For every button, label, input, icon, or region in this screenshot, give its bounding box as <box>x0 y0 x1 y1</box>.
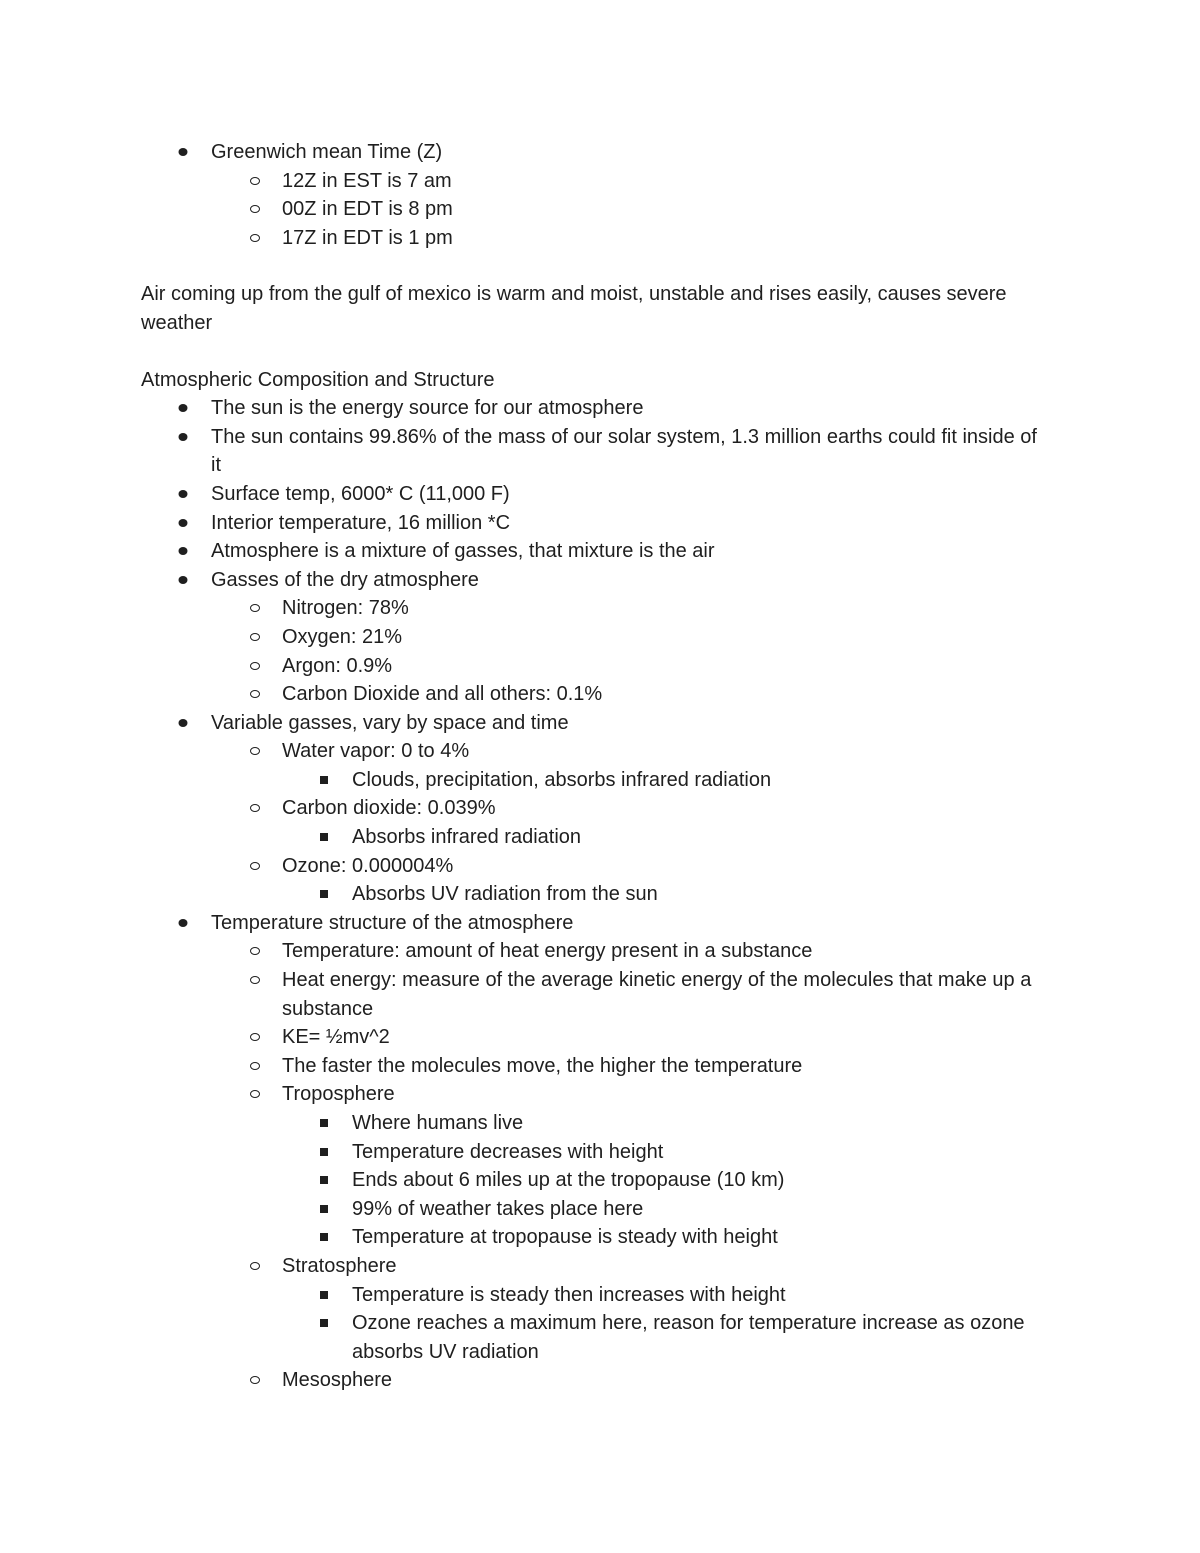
bullet-hollow-icon <box>250 1376 260 1384</box>
bullet-square-icon <box>320 1176 328 1184</box>
bullet-hollow-icon <box>250 1090 260 1098</box>
bullet-hollow-icon <box>250 690 260 698</box>
bullet-square-icon <box>320 1291 328 1299</box>
spacer <box>0 338 1200 366</box>
list-item: Oxygen: 21% <box>282 623 1052 652</box>
list-item-variable-gasses: Variable gasses, vary by space and time <box>211 709 1051 738</box>
bullet-square-icon <box>320 1148 328 1156</box>
list-item-mesosphere: Mesosphere <box>282 1366 1052 1395</box>
list-item: KE= ½mv^2 <box>282 1023 1052 1052</box>
list-item: Carbon Dioxide and all others: 0.1% <box>282 680 1052 709</box>
bullet-hollow-icon <box>250 662 260 670</box>
bullet-hollow-icon <box>250 604 260 612</box>
list-item: The sun is the energy source for our atmosphere <box>211 394 1051 423</box>
list-item: 99% of weather takes place here <box>352 1195 1032 1224</box>
bullet-filled-icon <box>179 547 188 555</box>
list-item: Ozone: 0.000004% <box>282 852 1052 881</box>
list-item-dry-gasses: Gasses of the dry atmosphere <box>211 566 1051 595</box>
list-item-troposphere: Troposphere <box>282 1080 1052 1109</box>
document-page <box>0 138 1200 1395</box>
list-item: Temperature is steady then increases with height <box>352 1281 1032 1310</box>
list-item: Temperature at tropopause is steady with height <box>352 1223 1032 1252</box>
bullet-square-icon <box>320 1319 328 1327</box>
gulf-paragraph: Air coming up from the gulf of mexico is warm and moist, unstable and rises easily, causes severe weather <box>141 283 1007 334</box>
bullet-filled-icon <box>179 433 188 441</box>
bullet-filled-icon <box>179 719 188 727</box>
bullet-filled-icon <box>179 919 188 927</box>
list-item: The sun contains 99.86% of the mass of our solar system, 1.3 million earths could fit inside of it <box>211 423 1051 480</box>
bullet-hollow-icon <box>250 862 260 870</box>
list-item: 17Z in EDT is 1 pm <box>282 224 1052 253</box>
list-item: Where humans live <box>352 1109 1032 1138</box>
bullet-square-icon <box>320 776 328 784</box>
bullet-square-icon <box>320 833 328 841</box>
bullet-square-icon <box>320 1205 328 1213</box>
bullet-hollow-icon <box>250 804 260 812</box>
section-title: Atmospheric Composition and Structure <box>141 368 495 391</box>
list-item: Heat energy: measure of the average kinetic energy of the molecules that make up a substance <box>282 966 1052 1023</box>
list-item: 12Z in EST is 7 am <box>282 167 1052 196</box>
list-item: Argon: 0.9% <box>282 652 1052 681</box>
bullet-square-icon <box>320 890 328 898</box>
list-item: Temperature: amount of heat energy present in a substance <box>282 937 1052 966</box>
bullet-hollow-icon <box>250 234 260 242</box>
bullet-hollow-icon <box>250 205 260 213</box>
bullet-hollow-icon <box>250 947 260 955</box>
bullet-hollow-icon <box>250 976 260 984</box>
list-item: Water vapor: 0 to 4% <box>282 737 1052 766</box>
bullet-hollow-icon <box>250 633 260 641</box>
spacer <box>0 252 1200 280</box>
list-item: Atmosphere is a mixture of gasses, that mixture is the air <box>211 537 1051 566</box>
list-item: Interior temperature, 16 million *C <box>211 509 1051 538</box>
list-item: Surface temp, 6000* C (11,000 F) <box>211 480 1051 509</box>
list-item: Absorbs UV radiation from the sun <box>352 880 1032 909</box>
list-item: Carbon dioxide: 0.039% <box>282 794 1052 823</box>
bullet-hollow-icon <box>250 177 260 185</box>
bullet-square-icon <box>320 1119 328 1127</box>
list-item: Nitrogen: 78% <box>282 594 1052 623</box>
list-item: Absorbs infrared radiation <box>352 823 1032 852</box>
bullet-hollow-icon <box>250 1033 260 1041</box>
list-item-stratosphere: Stratosphere <box>282 1252 1052 1281</box>
bullet-hollow-icon <box>250 1262 260 1270</box>
list-item: Ends about 6 miles up at the tropopause (10 km) <box>352 1166 1032 1195</box>
bullet-filled-icon <box>179 490 188 498</box>
list-item: 00Z in EDT is 8 pm <box>282 195 1052 224</box>
bullet-filled-icon <box>179 519 188 527</box>
bullet-hollow-icon <box>250 747 260 755</box>
list-item-temperature-structure: Temperature structure of the atmosphere <box>211 909 1051 938</box>
list-item: Temperature decreases with height <box>352 1138 1032 1167</box>
bullet-filled-icon <box>179 148 188 156</box>
bullet-filled-icon <box>179 576 188 584</box>
bullet-square-icon <box>320 1233 328 1241</box>
list-item: Clouds, precipitation, absorbs infrared radiation <box>352 766 1032 795</box>
bullet-hollow-icon <box>250 1062 260 1070</box>
list-item-gmt: Greenwich mean Time (Z) <box>211 138 1051 167</box>
bullet-filled-icon <box>179 404 188 412</box>
list-item: Ozone reaches a maximum here, reason for temperature increase as ozone absorbs UV radiation <box>352 1309 1032 1366</box>
list-item: The faster the molecules move, the higher the temperature <box>282 1052 1052 1081</box>
